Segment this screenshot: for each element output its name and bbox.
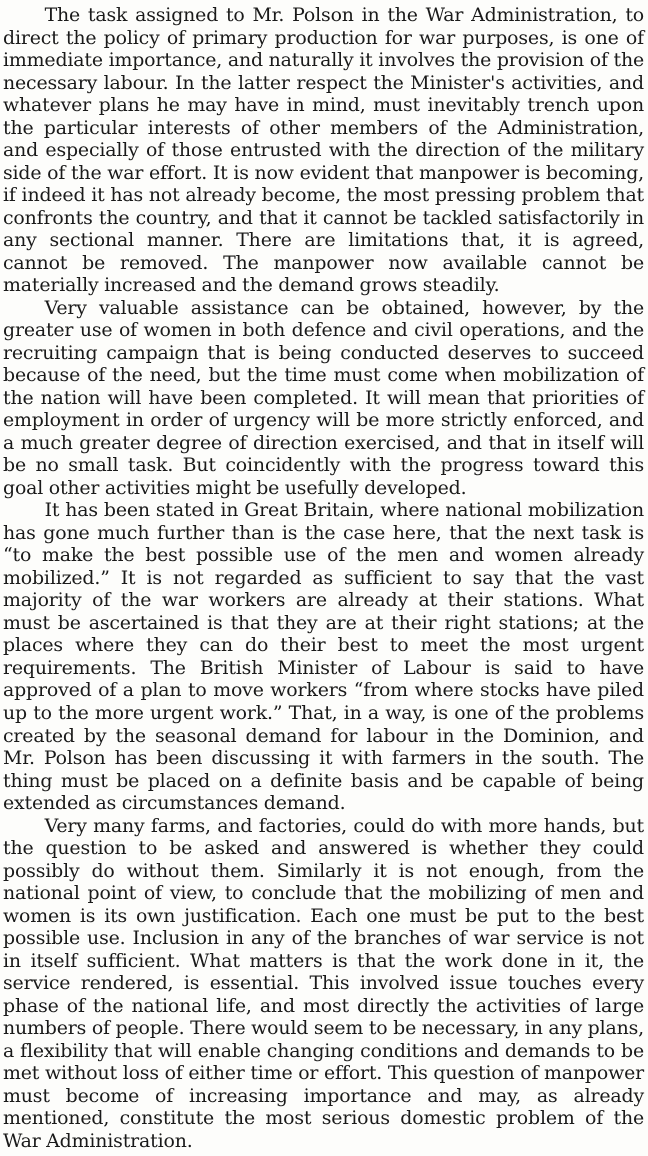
paragraph-1: The task assigned to Mr. Polson in the War Administration, to direct the policy of primary production for war purposes, is one of immediate importance, and naturally it involves the provision of the necessary labour. In the latter respect the Minister's activities, and whatever plans he may have in mind, must inevitably trench upon the particular interests of other members of the Administration, and especially of those entrusted with the direction of the military side of the war effort. It is now evident that manpower is becoming, if indeed it has not already become, the most pressing problem that confronts the country, and that it cannot be tackled satisfactorily in any sectional manner. There are limitations that, it is agreed, cannot be removed. The manpower now available cannot be materially increased and the demand grows steadily. [3, 4, 644, 297]
paragraph-3: It has been stated in Great Britain, where national mobilization has gone much further than is the case here, that the next task is “to make the best possible use of the men and women already mobilized.” It is not regarded as sufficient to say that the vast majority of the war workers are already at their stations. What must be ascertained is that they are at their right stations; at the places where they can do their best to meet the most urgent requirements. The British Minister of Labour is said to have approved of a plan to move workers “from where stocks have piled up to the more urgent work.” That, in a way, is one of the problems created by the seasonal demand for labour in the Dominion, and Mr. Polson has been discussing it with farmers in the south. The thing must be placed on a definite basis and be capable of being extended as circumstances demand. [3, 499, 644, 815]
paragraph-4: Very many farms, and factories, could do with more hands, but the question to be asked and answered is whether they could possibly do without them. Similarly it is not enough, from the national point of view, to conclude that the mobilizing of men and women is its own justification. Each one must be put to the best possible use. Inclusion in any of the branches of war service is not in itself sufficient. What matters is that the work done in it, the service rendered, is essential. This involved issue touches every phase of the national life, and most directly the activities of large numbers of people. There would seem to be necessary, in any plans, a flexibility that will enable changing conditions and demands to be met without loss of either time or effort. This question of manpower must become of increasing importance and may, as already mentioned, constitute the most serious domestic problem of the War Administration. [3, 814, 644, 1152]
article-body [3, 4, 644, 1152]
paragraph-2: Very valuable assistance can be obtained, however, by the greater use of women in both defence and civil operations, and the recruiting campaign that is being conducted deserves to succeed because of the need, but the time must come when mobilization of the nation will have been completed. It will mean that priorities of employment in order of urgency will be more strictly enforced, and a much greater degree of direction exercised, and that in itself will be no small task. But coincidently with the progress toward this goal other activities might be usefully developed. [3, 296, 644, 499]
